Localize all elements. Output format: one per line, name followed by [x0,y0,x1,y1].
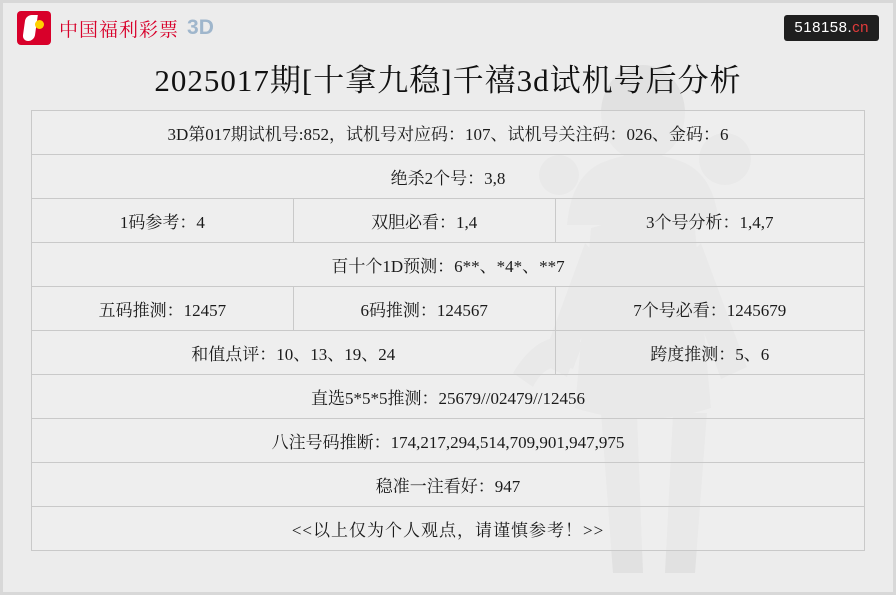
forecast-table-body [32,111,865,551]
table-row [32,463,865,507]
row-1d-prediction: 百十个1D预测：6**、*4*、**7 [32,243,865,287]
table-row [32,155,865,199]
row-five-code: 五码推测：12457 [32,287,294,331]
row-best-single-bet: 稳准一注看好：947 [32,463,865,507]
site-domain-badge [784,15,879,41]
table-row [32,287,865,331]
table-row [32,375,865,419]
row-sum-value: 和值点评：10、13、19、24 [32,331,556,375]
table-row [32,419,865,463]
row-span-prediction: 跨度推测：5、6 [555,331,864,375]
brand-name: 中国福利彩票 [59,19,180,41]
table-row [32,243,865,287]
brand-logo[interactable] [17,11,214,45]
row-two-dan: 双胆必看：1,4 [293,199,555,243]
forecast-table [31,110,865,551]
row-seven-code: 7个号必看：1245679 [555,287,864,331]
table-row [32,331,865,375]
site-header [3,3,893,53]
table-row [32,507,865,551]
table-row [32,199,865,243]
row-disclaimer: <<以上仅为个人观点，请谨慎参考！>> [32,507,865,551]
site-domain-main: 518158. [794,19,853,36]
row-direct-555: 直选5*5*5推测：25679//02479//12456 [32,375,865,419]
brand-3d-label: 3D [187,16,214,39]
row-one-code-reference: 1码参考：4 [32,199,294,243]
table-row [32,111,865,155]
row-three-number-analysis: 3个号分析：1,4,7 [555,199,864,243]
row-kill-two: 绝杀2个号：3,8 [32,155,865,199]
row-eight-bets: 八注号码推断：174,217,294,514,709,901,947,975 [32,419,865,463]
row-machine-number: 3D第017期试机号:852，试机号对应码：107、试机号关注码：026、金码：6 [32,111,865,155]
site-domain-suffix: cn [852,19,869,36]
welfare-lottery-logo-icon [17,11,51,45]
page-title: 2025017期[十拿九稳]千禧3d试机号后分析 [154,63,742,98]
row-six-code: 6码推测：124567 [293,287,555,331]
